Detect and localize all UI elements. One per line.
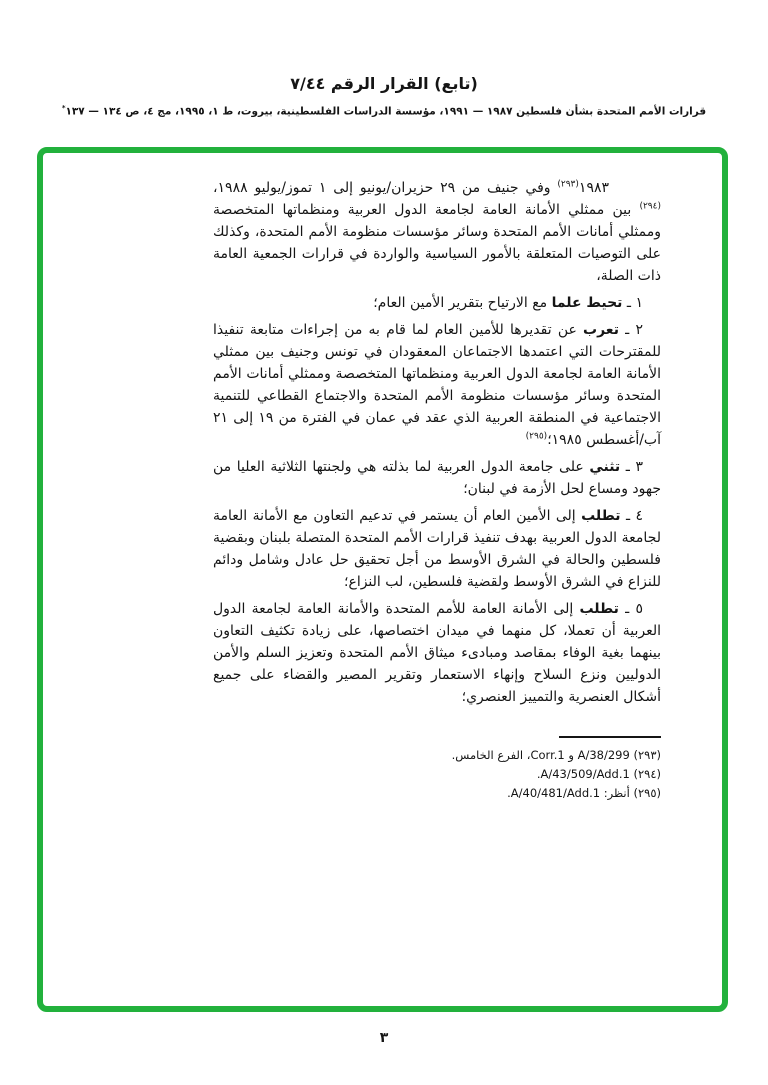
source-citation-text: قرارات الأمم المتحدة بشأن فلسطين ١٩٨٧ — ١٩٩١، مؤسسة الدراسات الفلسطينية، بيروت، ط ١، ١٩٩٥، مج ٤، ص ١٣٤ — ١٣٧ — [65, 105, 707, 118]
clause-2-footnote-marker: (٢٩٥) — [525, 431, 548, 442]
footnote-294: (٢٩٤) A/43/509/Add.1. — [536, 767, 661, 781]
clause-5 — [213, 598, 661, 708]
clause-5-number: ٥ ـ — [618, 601, 643, 617]
clause-3-keyword: تثني — [589, 459, 621, 475]
intro-paragraph — [213, 177, 661, 287]
clause-3 — [213, 456, 661, 500]
footnote-marker-293: (٢٩٣) — [557, 179, 579, 190]
clause-4-keyword: تطلب — [581, 508, 621, 524]
clause-3-text: على جامعة الدول العربية لما بذلته هي ولجنتها الثلاثية العليا من جهود ومساع لحل الأزمة في لبنان؛ — [213, 459, 661, 497]
clause-5-keyword: تطلب — [579, 601, 619, 617]
intro-text-a: وفي جنيف من ٢٩ حزيران/يونيو إلى ١ تموز/يوليو ١٩٨٨، — [213, 180, 558, 196]
green-highlight-frame — [37, 147, 728, 1012]
clause-2-keyword: تعرب — [583, 322, 619, 338]
footnote-separator-rule — [559, 736, 661, 738]
page-number: ٣ — [379, 1030, 389, 1046]
clause-2 — [213, 319, 661, 451]
intro-lead: ١٩٨٣ — [578, 180, 609, 196]
source-citation-mark: * — [61, 104, 66, 112]
clause-4-number: ٤ ـ — [620, 508, 643, 524]
clause-4-text: إلى الأمين العام أن يستمر في تدعيم التعاون مع الأمانة العامة لجامعة الدول العربية بهدف تنفيذ قرارات الأمم المتحدة المتصلة بلبنان وبقضية فلسطين والحالة في الشرق الأوسط من أجل تحقيق حل عادل وشامل ودائم للنزاع في الشرق الأوسط ولقضية فلسطين، لب النزاع؛ — [213, 508, 661, 590]
intro-text-b: بين ممثلي الأمانة العامة لجامعة الدول العربية ومنظماتها المتخصصة وممثلي أمانات الأمم المتحدة وسائر مؤسسات منظومة الأمم المتحدة، وكذلك على التوصيات المتعلقة بالأمور السياسية والواردة في قرارات الجمعية العامة ذات الصلة، — [213, 202, 661, 284]
clause-1-keyword: تحيط علما — [551, 295, 623, 311]
footnotes-block — [213, 736, 661, 803]
clause-2-text: عن تقديرها للأمين العام لما قام به من إجراءات متابعة تنفيذا للمقترحات التي اعتمدها الاجتماعان المعقودان في تونس وجنيف بين ممثلي الأمانة العامة لجامعة الدول العربية ومنظماتها المتخصصة وممثلي أمانات الأمم المتحدة وسائر مؤسسات منظومة الأمم المتحدة والاجتماع القطاعي للتنمية الاجتماعية في المنطقة العربية الذي عقد في عمان في الفترة من ١٩ إلى ٢١ آب/أغسطس ١٩٨٥؛ — [213, 322, 661, 448]
clause-1-text: مع الارتياح بتقرير الأمين العام؛ — [373, 295, 552, 311]
clause-4 — [213, 505, 661, 593]
clause-1-number: ١ ـ — [622, 295, 643, 311]
clause-3-number: ٣ ـ — [620, 459, 643, 475]
source-citation — [0, 104, 768, 118]
clause-1 — [213, 292, 661, 314]
clause-5-text: إلى الأمانة العامة للأمم المتحدة والأمانة العامة لجامعة الدول العربية أن تعملا، كل منهما في ميدان اختصاصها، على زيادة تكثيف التعاون بينهما بغية الوفاء بمقاصد ومبادىء ميثاق الأمم المتحدة وتعزيز السلم والأمن الدوليين ونزع السلاح وإنهاء الاستعمار وتقرير المصير والقضاء على جميع أشكال العنصرية والتمييز العنصري؛ — [213, 601, 661, 705]
footnote-marker-294: (٢٩٤) — [639, 201, 661, 212]
resolution-text-block — [213, 177, 661, 803]
clause-2-number: ٢ ـ — [618, 322, 643, 338]
footnote-295: (٢٩٥) أنظر: A/40/481/Add.1. — [507, 786, 661, 800]
page-title: (تابع) القرار الرقم ٧/٤٤ — [290, 74, 478, 93]
footnote-293: (٢٩٣) A/38/299 و Corr.1، الفرع الخامس. — [451, 748, 661, 762]
